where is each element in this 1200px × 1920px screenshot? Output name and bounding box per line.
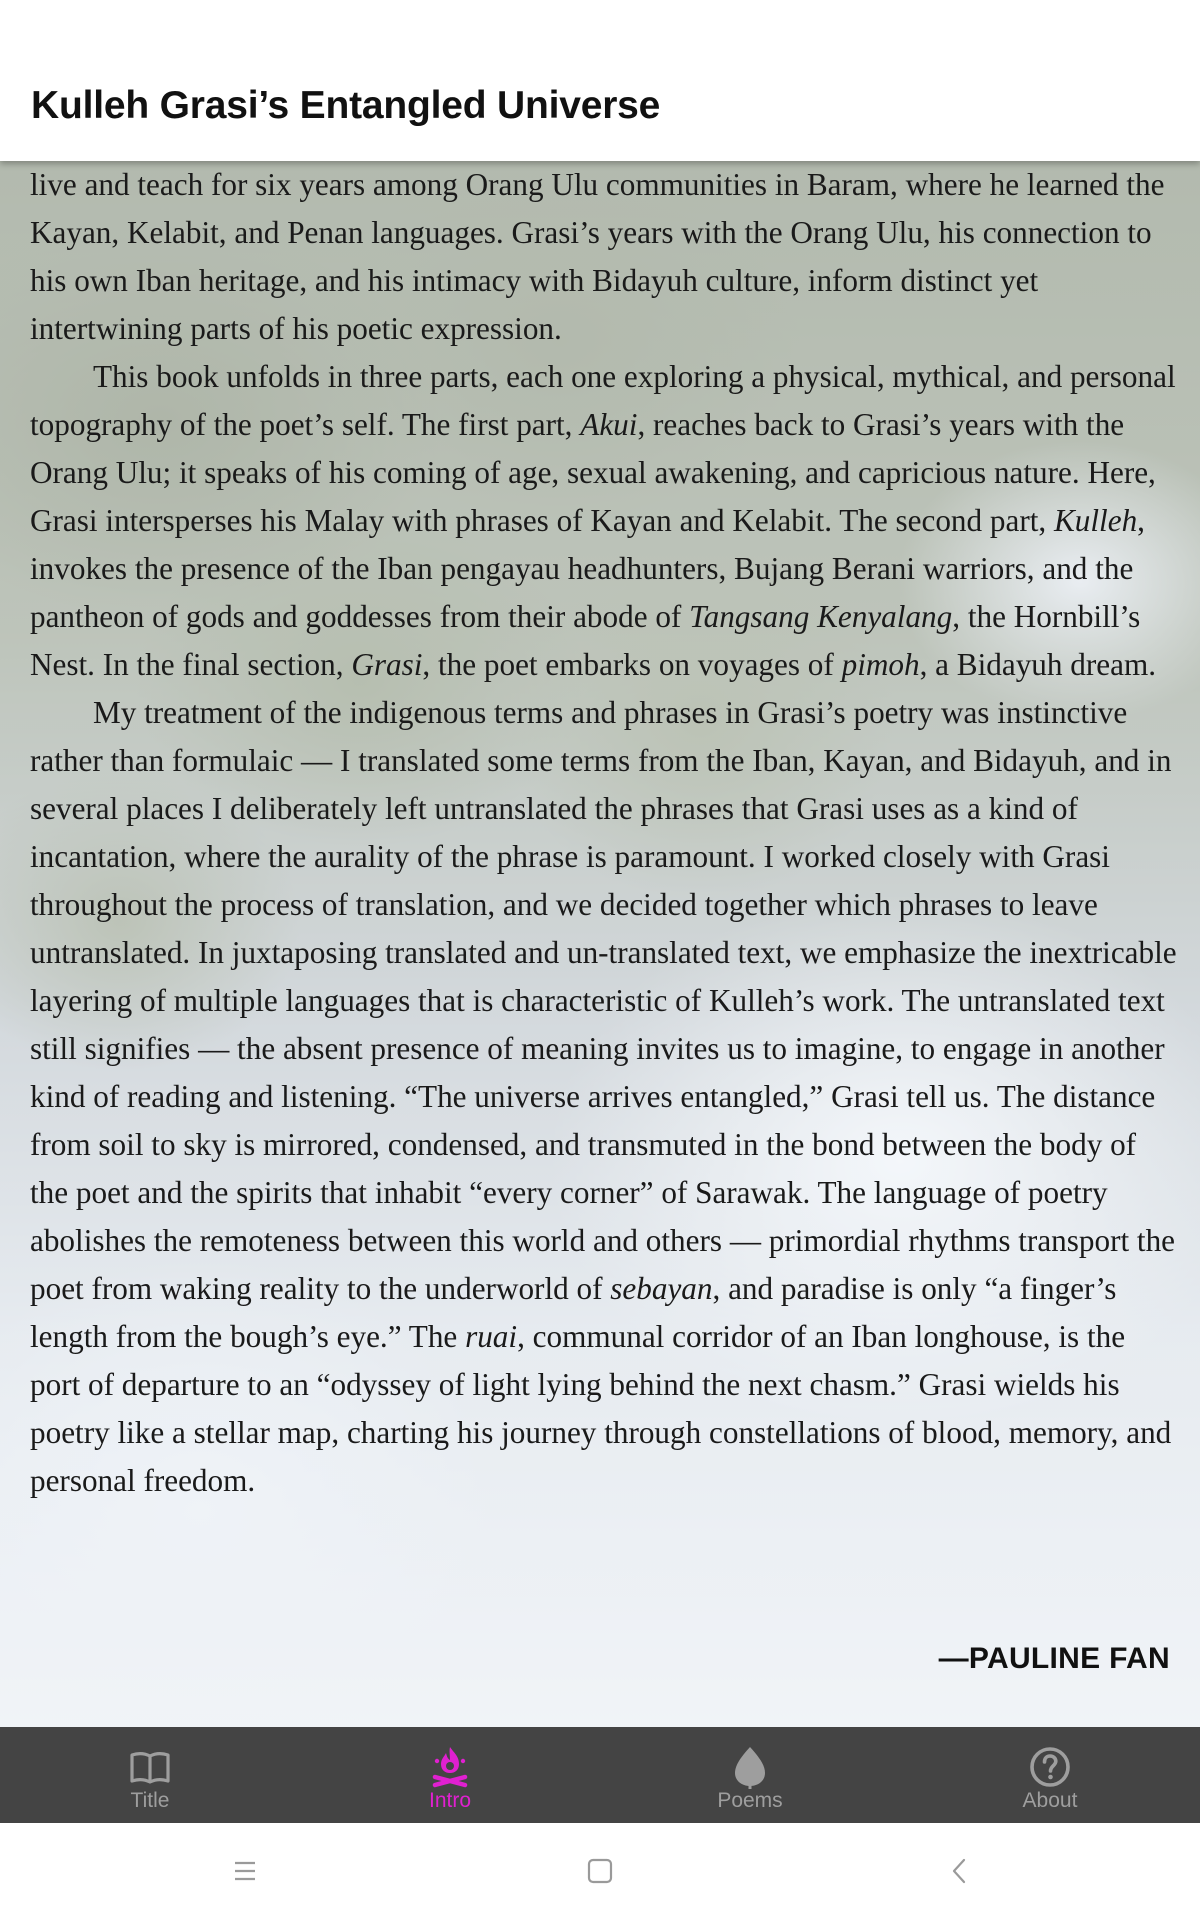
nav-label-intro: Intro xyxy=(428,1789,472,1812)
nav-label-poems: Poems xyxy=(717,1789,783,1812)
intro-content[interactable] xyxy=(0,161,1200,1727)
text-span: , a Bidayuh dream. xyxy=(919,647,1156,682)
system-navigation-bar xyxy=(0,1823,1200,1920)
intro-paragraph xyxy=(30,353,1180,689)
text-span: My treatment of the indigenous terms and phrases in Grasi’s poetry was instinctive rather than formulaic — I translated some terms from the Iban, Kayan, and Bidayuh, and in several places I deliberately left untranslated the phrases that Grasi uses as a kind of incantation, where the aurality of the phrase is paramount. I worked closely with Grasi throughout the process of translation, and we decided together which phrases to leave untranslated. In juxtaposing translated and un-translated text, we emphasize the inextricable layering of multiple languages that is characteristic of Kulleh’s work. The untranslated text still signifies — the absent presence of meaning invites us to imagine, to engage in another kind of reading and listening. “The universe arrives entangled,” Grasi tell us. The distance from soil to sky is mirrored, condensed, and transmuted in the bond between the body of the poet and the spirits that inhabit “every corner” of Sarawak. The language of poetry abolishes the remoteness between this world and others — primordial rhythms transport the poet from waking reality to the underworld of xyxy=(30,695,1177,1306)
menu-icon[interactable] xyxy=(225,1851,265,1891)
intro-text xyxy=(30,161,1180,1505)
nav-tab-intro[interactable] xyxy=(300,1727,600,1823)
text-span: , invokes the presence of the Iban pengayau headhunters, Bujang Berani warriors, and the pantheon of gods and goddesses from their abode of xyxy=(30,503,1145,634)
bottom-navigation xyxy=(0,1727,1200,1823)
text-span: This book unfolds in three parts, each one exploring a physical, mythical, and personal topography of the poet’s self. The first part, xyxy=(30,359,1176,442)
text-span: , communal corridor of an Iban longhouse, is the port of departure to an “odyssey of light lying behind the next chasm.” Grasi wields his poetry like a stellar map, charting his journey through constellations of blood, memory, and personal freedom. xyxy=(30,1319,1172,1498)
help-circle-icon xyxy=(1026,1743,1074,1791)
intro-paragraph xyxy=(30,689,1180,1505)
nav-label-title: Title xyxy=(130,1789,170,1812)
back-chevron-icon[interactable] xyxy=(940,1851,980,1891)
nav-tab-poems[interactable] xyxy=(600,1727,900,1823)
text-span: live and teach for six years among Orang Ulu communities in Baram, where he learned the Kayan, Kelabit, and Penan languages. Grasi’s years with the Orang Ulu, his connection to his own Iban heritage, and his intimacy with Bidayuh culture, inform distinct yet intertwining parts of his poetic expression. xyxy=(30,167,1165,346)
home-square-icon[interactable] xyxy=(580,1851,620,1891)
italic-term: ruai xyxy=(465,1319,518,1354)
italic-term: pimoh xyxy=(841,647,920,682)
text-span: , reaches back to Grasi’s years with the Orang Ulu; it speaks of his coming of age, sexual awakening, and capricious nature. Here, Grasi intersperses his Malay with phrases of Kayan and Kelabit. The second part, xyxy=(30,407,1156,538)
book-open-icon xyxy=(126,1743,174,1791)
author-byline: —PAULINE FAN xyxy=(938,1642,1170,1675)
text-span: , the Hornbill’s Nest. In the final section, xyxy=(30,599,1141,682)
italic-term: sebayan xyxy=(610,1271,713,1306)
italic-term: Tangsang Kenyalang xyxy=(689,599,953,634)
text-span: , and paradise is only “a finger’s length from the bough’s eye.” The xyxy=(30,1271,1117,1354)
leaf-icon xyxy=(726,1743,774,1791)
intro-paragraph xyxy=(30,161,1180,353)
page-title: Kulleh Grasi’s Entangled Universe xyxy=(31,84,661,127)
campfire-icon xyxy=(426,1743,474,1791)
nav-label-about: About xyxy=(1022,1789,1078,1812)
nav-tab-about[interactable] xyxy=(900,1727,1200,1823)
italic-term: Akui xyxy=(580,407,638,442)
nav-tab-title[interactable] xyxy=(0,1727,300,1823)
italic-term: Kulleh xyxy=(1054,503,1138,538)
italic-term: Grasi xyxy=(351,647,423,682)
text-span: , the poet embarks on voyages of xyxy=(422,647,842,682)
app-bar xyxy=(0,0,1200,161)
